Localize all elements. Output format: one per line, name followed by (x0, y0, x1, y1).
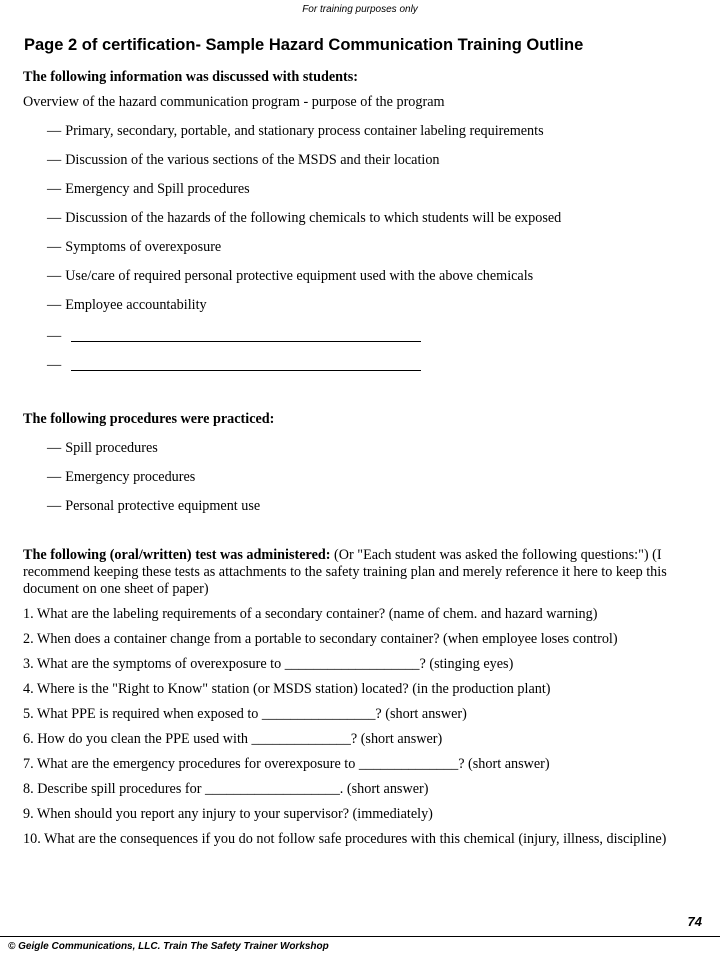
dash-bullet: — (47, 297, 62, 313)
question-item: 9. When should you report any injury to your supervisor? (immediately) (23, 806, 433, 822)
page-title: Page 2 of certification- Sample Hazard Communication Training Outline (24, 36, 584, 54)
list-item (23, 233, 693, 262)
question-item: 3. What are the symptoms of overexposure to ___________________? (stinging eyes) (23, 656, 514, 672)
dash-bullet: — (47, 268, 62, 284)
list-item-text: Symptoms of overexposure (65, 239, 222, 255)
list-item (23, 492, 693, 521)
list-item (23, 463, 693, 492)
dash-bullet: — (47, 152, 62, 168)
page-number: 74 (687, 914, 702, 929)
blank-rule (71, 370, 421, 371)
dash-bullet: — (47, 469, 62, 485)
question-item: 2. When does a container change from a portable to secondary container? (when employee loses control) (23, 631, 618, 647)
list-item (23, 291, 693, 320)
list-item-text: Employee accountability (65, 297, 207, 313)
list-item-text: Primary, secondary, portable, and stationary process container labeling requirements (65, 123, 544, 139)
list-item-text: Emergency procedures (65, 469, 196, 485)
dash-bullet: — (47, 181, 62, 197)
section3-heading: The following (oral/written) test was administered: (23, 547, 331, 563)
question-item: 5. What PPE is required when exposed to ________________? (short answer) (23, 706, 467, 722)
dash-bullet: — (47, 498, 62, 514)
dash-bullet: — (47, 123, 62, 139)
question-item: 4. Where is the "Right to Know" station (or MSDS station) located? (in the production plant) (23, 681, 551, 697)
document-body (23, 66, 693, 852)
blank-fill-line (23, 320, 693, 349)
list-item (23, 146, 693, 175)
question-item: 7. What are the emergency procedures for overexposure to ______________? (short answer) (23, 756, 550, 772)
question-item: 10. What are the consequences if you do not follow safe procedures with this chemical (injury, illness, discipline) (23, 831, 667, 847)
list-item (23, 434, 693, 463)
question-item: 6. How do you clean the PPE used with ______________? (short answer) (23, 731, 443, 747)
dash-bullet: — (47, 239, 62, 255)
question-item: 8. Describe spill procedures for ___________________. (short answer) (23, 781, 429, 797)
list-item (23, 117, 693, 146)
section1-heading: The following information was discussed with students: (23, 68, 359, 85)
list-item-text: Personal protective equipment use (65, 498, 261, 514)
list-item (23, 262, 693, 291)
test-intro (23, 543, 693, 602)
list-item-text: Emergency and Spill procedures (65, 181, 250, 197)
blank-fill-line (23, 349, 693, 378)
list-item-text: Discussion of the hazards of the following chemicals to which students will be exposed (65, 210, 562, 226)
list-item-text: Use/care of required personal protective equipment used with the above chemicals (65, 268, 534, 284)
footer-copyright: © Geigle Communications, LLC. Train The Safety Trainer Workshop (8, 941, 329, 952)
section3-intro: (Or "Each student was asked the following questions:") (I recommend keeping these tests as attachments to the safety training plan and merely reference it here to keep this document on one sheet of paper) (23, 547, 667, 597)
footer-divider (0, 936, 720, 937)
dash-bullet: — (47, 440, 62, 456)
blank-rule (71, 341, 421, 342)
section2-heading: The following procedures were practiced: (23, 411, 275, 427)
dash-bullet: — (47, 357, 62, 373)
list-item (23, 175, 693, 204)
dash-bullet: — (47, 210, 62, 226)
overview-text: Overview of the hazard communication program - purpose of the program (23, 94, 445, 110)
list-item (23, 204, 693, 233)
list-item-text: Discussion of the various sections of the MSDS and their location (65, 152, 440, 168)
dash-bullet: — (47, 328, 62, 344)
list-item-text: Spill procedures (65, 440, 158, 456)
question-item: 1. What are the labeling requirements of a secondary container? (name of chem. and hazard warning) (23, 606, 598, 622)
header-note: For training purposes only (302, 4, 418, 15)
